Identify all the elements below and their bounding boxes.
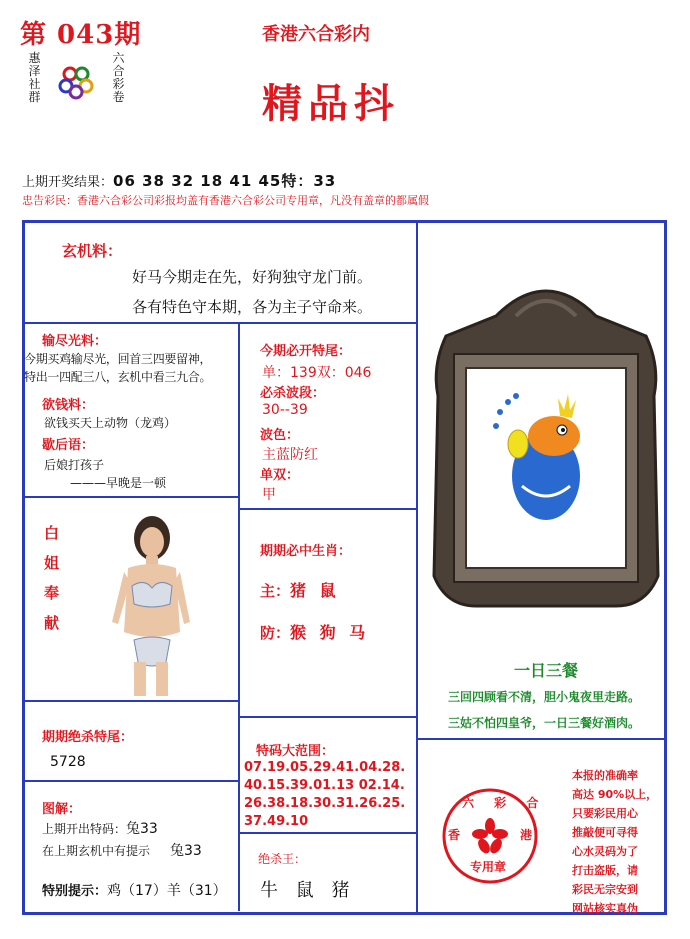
zodiac-main-label: 主：	[260, 582, 291, 600]
ornate-frame-image	[426, 276, 666, 612]
lose-all-line2: 特出一四配三八，玄机中看三九合。	[24, 370, 212, 384]
newspaper-title: 香港六合彩内	[262, 24, 370, 45]
model-photo	[104, 512, 194, 698]
last-draw-results	[22, 170, 336, 191]
newspaper-headline: 精品抖	[262, 80, 400, 127]
puzzle-line1-label: 上期开出特码：	[42, 822, 127, 836]
range-label: 特码大范围：	[256, 744, 335, 759]
riddle-label: 歇后语：	[42, 438, 95, 453]
lottery-logo-icon	[58, 64, 94, 100]
accuracy-notice	[572, 766, 664, 918]
riddle-text: 后娘打孩子	[44, 458, 105, 472]
sister-vertical-text: 白姐奉献	[44, 524, 60, 632]
results-numbers: 06 38 32 18 41 45特：33	[113, 172, 337, 190]
color-label: 波色：	[260, 428, 300, 443]
riddle-answer: ———早晚是一顿	[70, 476, 167, 490]
accuracy-line: 只要彩民用心	[572, 807, 638, 820]
accuracy-line: 打击盗版，请	[572, 864, 638, 877]
divider-zodiac	[239, 716, 417, 718]
divider-vertical-main	[416, 222, 418, 912]
seal-bottom-text: 专用章	[470, 860, 507, 874]
seal-left-text: 香	[448, 828, 461, 842]
mystic-label: 玄机料：	[62, 242, 123, 260]
divider-range	[239, 832, 417, 834]
special-hint	[42, 880, 227, 900]
issue-number: 第 043期	[20, 20, 142, 50]
divider-kill-tail	[24, 780, 238, 782]
kill-king-value: 牛 鼠 猪	[260, 880, 356, 901]
accuracy-line: 心水灵码为了	[572, 845, 638, 858]
club-name-vertical: 惠泽社群	[28, 51, 41, 104]
want-money-text: 欲钱买天上动物（龙鸡）	[44, 416, 177, 430]
lose-all-label: 输尽光料：	[42, 334, 108, 349]
accuracy-line: 本报的准确率	[572, 769, 638, 782]
odd-even-value: 单：139双：046	[262, 365, 372, 381]
wave-value: 30--39	[262, 402, 308, 418]
kill-tail-label: 期期绝杀特尾：	[42, 730, 134, 745]
divider-mystic	[24, 322, 417, 324]
warning-notice: 忠告彩民：香港六合彩公司彩报均盖有香港六合彩公司专用章，凡没有盖章的都属假	[22, 194, 429, 207]
range-line4: 37.49.10	[244, 814, 309, 829]
zodiac-label: 期期必中生肖：	[260, 544, 352, 559]
divider-vertical-left	[238, 323, 240, 911]
mystic-line2: 各有特色守本期，各为主子守命来。	[132, 298, 373, 316]
range-line3: 26.38.18.30.31.26.25.	[244, 796, 406, 811]
accuracy-line: 高达 90%以上，	[572, 788, 658, 801]
results-label: 上期开奖结果：	[22, 175, 114, 190]
must-open-label: 今期必开特尾：	[260, 344, 352, 359]
zodiac-guard-value: 猴 狗 马	[290, 623, 370, 642]
divider-frame-picture	[417, 738, 665, 740]
seal-top-text: 六 彩 合	[462, 796, 547, 810]
want-money-label: 欲钱料：	[42, 398, 95, 413]
special-hint-value: 鸡（17）羊（31）	[107, 883, 227, 899]
puzzle-line2-label: 在上期玄机中有提示	[42, 844, 151, 858]
frame-line2: 三姑不怕四皇爷，一日三餐好酒肉。	[448, 716, 641, 730]
frame-caption: 一日三餐	[514, 661, 579, 680]
zodiac-main-value: 猪 鼠	[290, 581, 340, 600]
wave-label: 必杀波段：	[260, 386, 326, 401]
color-value: 主蓝防红	[262, 447, 318, 463]
lose-all-line1: 今期买鸡输尽光，回首三四要留神，	[24, 352, 212, 366]
kill-tail-value: 5728	[50, 754, 86, 770]
puzzle-line1-value: 兔33	[126, 821, 158, 837]
puzzle-label: 图解：	[42, 802, 82, 817]
single-double-label: 单双：	[260, 468, 300, 483]
puzzle-line2-value: 兔33	[170, 843, 202, 859]
accuracy-line: 推敲便可寻得	[572, 826, 638, 839]
divider-sister	[24, 700, 238, 702]
seal-right-text: 港	[520, 828, 533, 842]
accuracy-line: 网站核实真伪	[572, 902, 638, 915]
frame-line1: 三回四顾看不清，胆小鬼夜里走路。	[448, 690, 641, 704]
accuracy-line: 彩民无宗安到	[572, 883, 638, 896]
range-line1: 07.19.05.29.41.04.28.	[244, 760, 406, 775]
single-double-value: 甲	[262, 487, 276, 503]
lottery-name-vertical: 六合彩卷	[112, 51, 125, 104]
range-line2: 40.15.39.01.13 02.14.	[244, 778, 405, 793]
zodiac-guard-label: 防：	[260, 624, 291, 642]
kill-king-label: 绝杀王：	[258, 852, 307, 866]
puzzle-line2	[42, 840, 202, 860]
puzzle-line1	[42, 818, 158, 838]
mystic-line1: 好马今期走在先，好狗独守龙门前。	[132, 268, 373, 286]
divider-mustopen	[239, 508, 417, 510]
special-hint-label: 特别提示：	[42, 884, 108, 899]
divider-riddle	[24, 496, 238, 498]
